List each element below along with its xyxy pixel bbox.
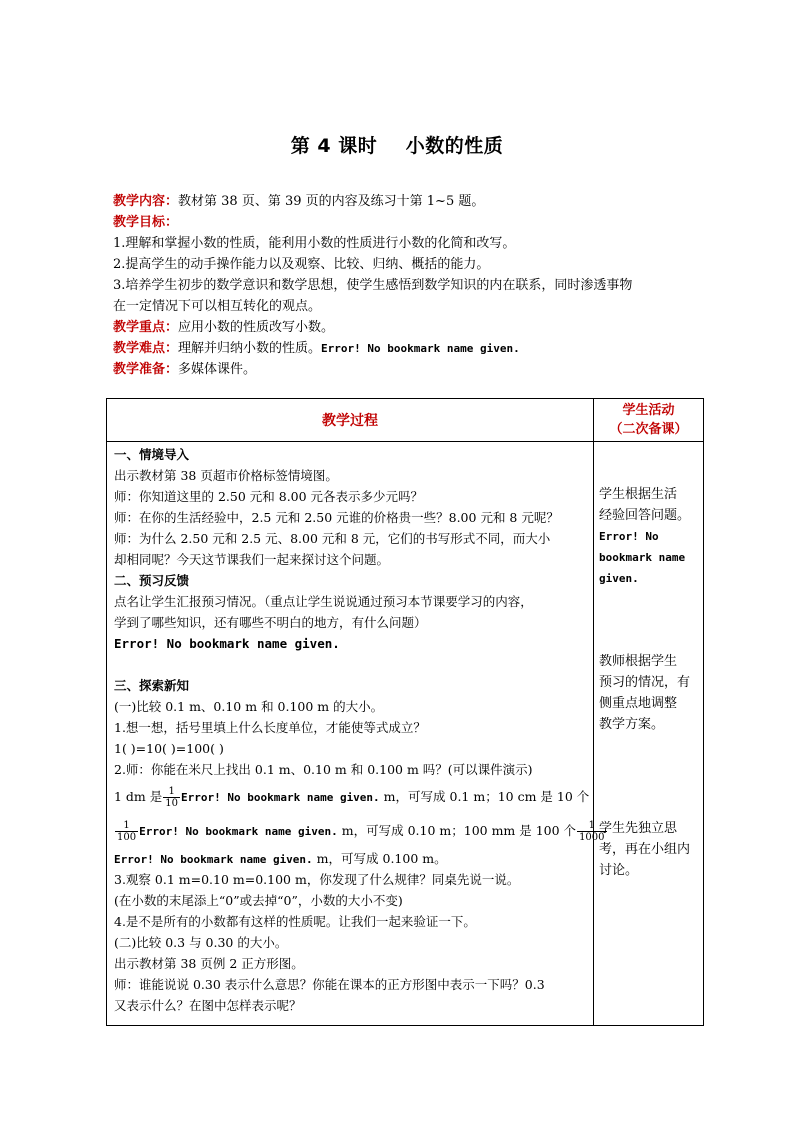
process-line: (在小数的末尾添上“0”或去掉“0”，小数的大小不变) (114, 893, 403, 908)
activity-block-3: 学生先独立思 考，再在小组内 讨论。 (599, 821, 691, 878)
blank-line (114, 654, 592, 675)
difficulty-error: Error! No bookmark name given. (321, 342, 520, 355)
process-line: 1.想一想，括号里填上什么长度单位，才能使等式成立？ (114, 720, 426, 735)
process-line: 师：在你的生活经验中，2.5 元和 2.50 元谁的价格贵一些？8.00 元和 8 元呢？ (114, 510, 559, 525)
column-divider (593, 399, 594, 1025)
meta-key: 教学重点：应用小数的性质改写小数。 (113, 320, 335, 335)
lesson-meta (113, 191, 693, 380)
content-label: 教学内容 (113, 194, 166, 209)
goal-item: 1.理解和掌握小数的性质，能利用小数的性质进行小数的化简和改写。 (113, 236, 516, 251)
meta-goals: 教学目标： (113, 215, 179, 230)
content-text: 教材第 38 页、第 39 页的内容及练习十第 1~5 题。 (178, 194, 485, 209)
section-heading: 一、情境导入 (114, 447, 190, 462)
page-title: 第 4 课时 小数的性质 (290, 135, 504, 157)
section-heading: 三、探索新知 (114, 678, 190, 693)
key-label: 教学重点 (113, 320, 166, 335)
process-line: 2.师：你能在米尺上找出 0.1 m、0.10 m 和 0.100 m 吗？(可以课件演示) (114, 762, 533, 777)
activity-block-1: 学生根据生活 经验回答问题。 Error! No bookmark name given. (599, 487, 691, 585)
process-error-line: Error! No bookmark name given. (114, 636, 340, 651)
difficulty-label: 教学难点 (113, 341, 166, 356)
process-line: (二)比较 0.3 与 0.30 的大小。 (114, 935, 288, 950)
difficulty-text: 理解并归纳小数的性质。 (178, 341, 322, 356)
meta-difficulty: 教学难点：理解并归纳小数的性质。Error! No bookmark name given. (113, 341, 520, 356)
process-line: 又表示什么？在图中怎样表示呢？ (114, 998, 302, 1013)
process-column (114, 444, 605, 1016)
process-line: 师：你知道这里的 2.50 元和 8.00 元各表示多少元吗？ (114, 489, 424, 504)
process-line: Error! No bookmark name given. m，可写成 0.100 m。 (114, 851, 447, 866)
key-text: 应用小数的性质改写小数。 (178, 320, 335, 335)
header-activity: 学生活动 （二次备课） (609, 403, 688, 437)
process-line: (一)比较 0.1 m、0.10 m 和 0.100 m 的大小。 (114, 699, 384, 714)
fraction-1-10: $\frac{1}{10}$ (165, 786, 178, 809)
process-line-fraction: 1 dm 是 $\frac{1}{10}$ Error! No bookmark name given. m，可写成 0.1 m；10 cm 是 10 个 (114, 786, 590, 809)
section-heading: 二、预习反馈 (114, 573, 190, 588)
fraction-1-1000: $\frac{1}{1000}$ (579, 820, 605, 843)
process-line: 3.观察 0.1 m=0.10 m=0.100 m，你发现了什么规律？同桌先说一说。 (114, 872, 520, 887)
process-line: 却相同呢？今天这节课我们一起来探讨这个问题。 (114, 552, 390, 567)
meta-prep: 教学准备：多媒体课件。 (113, 362, 257, 377)
fraction-1-100: $\frac{1}{100}$ (117, 820, 137, 843)
header-process: 教学过程 (322, 413, 378, 429)
process-line: 学到了哪些知识，还有哪些不明白的地方，有什么问题） (114, 615, 427, 630)
process-line: 师：谁能说说 0.30 表示什么意思？你能在课本的正方形图中表示一下吗？0.3 (114, 977, 545, 992)
process-line: 点名让学生汇报预习情况。（重点让学生说说通过预习本节课要学习的内容， (114, 594, 533, 609)
process-line-fraction: $\frac{1}{100}$ Error! No bookmark name given. m，可写成 0.10 m；100 mm 是 100 个 $\frac{1}{1000}$ (117, 820, 605, 843)
prep-text: 多媒体课件。 (178, 362, 257, 377)
goal-item: 在一定情况下可以相互转化的观点。 (113, 299, 322, 314)
header-divider (107, 441, 703, 442)
activity-block-2: 教师根据学生 预习的情况，有 侧重点地调整 教学方案。 (599, 654, 691, 732)
process-line: 出示教材第 38 页超市价格标签情境图。 (114, 468, 338, 483)
goal-item: 3.培养学生初步的数学意识和数学思想，使学生感悟到数学知识的内在联系，同时渗透事物 (113, 278, 633, 293)
process-line: 出示教材第 38 页例 2 正方形图。 (114, 956, 304, 971)
process-line: 师：为什么 2.50 元和 2.5 元、8.00 元和 8 元，它们的书写形式不同，而大小 (114, 531, 551, 546)
prep-label: 教学准备 (113, 362, 166, 377)
lesson-table (106, 398, 704, 1026)
process-line: 4.是不是所有的小数都有这样的性质呢。让我们一起来验证一下。 (114, 914, 476, 929)
meta-content: 教学内容：教材第 38 页、第 39 页的内容及练习十第 1~5 题。 (113, 194, 485, 209)
goals-label: 教学目标 (113, 215, 166, 230)
goal-item: 2.提高学生的动手操作能力以及观察、比较、归纳、概括的能力。 (113, 257, 490, 272)
process-line: 1( )=10( )=100( ) (114, 741, 224, 756)
